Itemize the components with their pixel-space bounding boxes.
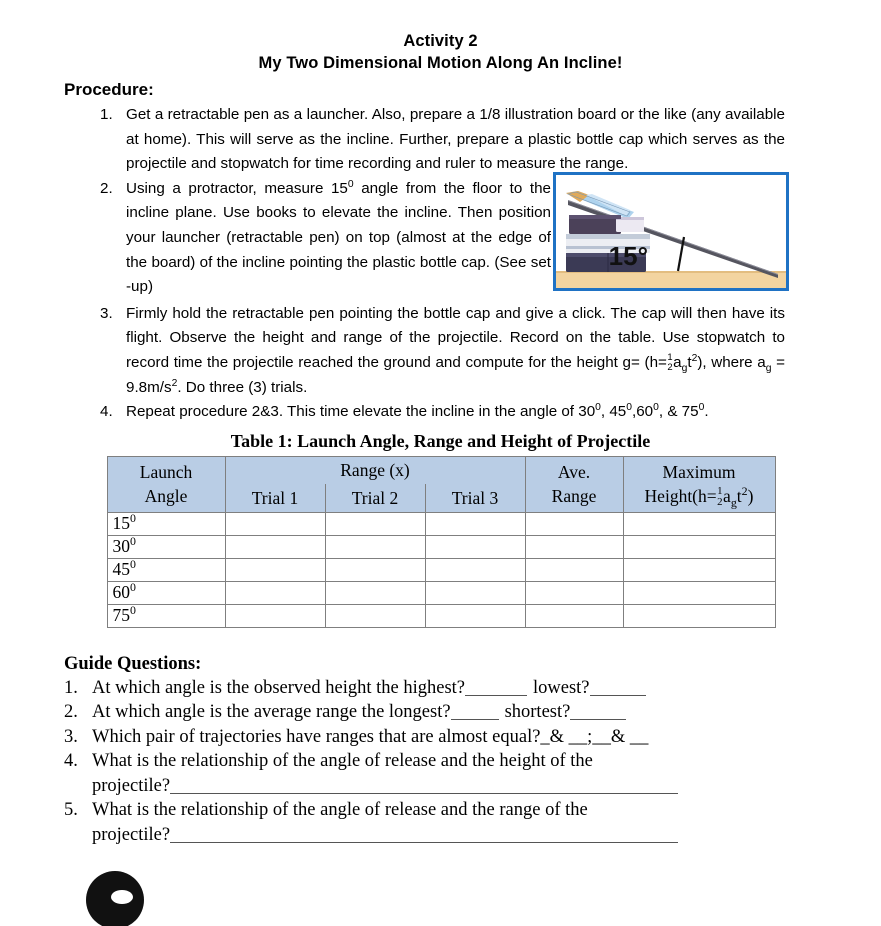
procedure-item-2-number: 2. <box>100 179 113 197</box>
header-max-a: a <box>723 485 731 506</box>
angle-value: 30 <box>112 536 130 557</box>
header-ave-line1: Ave. <box>557 462 591 483</box>
logo-inner-shape <box>111 890 133 904</box>
guide-question-4-text-b: projectile? <box>92 775 171 796</box>
procedure-item-3 <box>0 302 881 400</box>
guide-question-5-blank[interactable] <box>170 842 678 843</box>
procedure-item-2-text-part2: angle from the floor to the incline plane. Use books to elevate the incline. Then position your launcher (retractable pen) on top (almost at the edge of the board) of the incline pointing the plastic bottle cap. (See set -up) <box>126 179 551 296</box>
guide-question-3-text: Which pair of trajectories have ranges that are almost equal?_& __;__& __ <box>92 726 649 747</box>
table-head <box>107 456 775 512</box>
title-block <box>0 0 881 75</box>
cell-launch-angle <box>107 535 225 558</box>
header-max-a-sub: g <box>730 495 737 510</box>
cell-trial-1[interactable] <box>225 535 325 558</box>
table-row <box>107 581 775 604</box>
guide-question-5 <box>0 798 881 847</box>
procedure-item-3-a-subscript: g <box>681 362 688 374</box>
procedure-item-4-degree-30: 0 <box>595 402 601 414</box>
cell-max-height[interactable] <box>623 581 775 604</box>
header-ave-line2: Range <box>551 486 597 507</box>
cell-trial-2[interactable] <box>325 512 425 535</box>
table-row <box>107 512 775 535</box>
cell-trial-3[interactable] <box>425 604 525 627</box>
header-max-formula-post: ) <box>747 485 754 506</box>
procedure-item-1 <box>0 103 881 177</box>
guide-question-1-blank-2[interactable] <box>590 695 646 696</box>
launch-angle-table <box>107 456 776 628</box>
cell-ave-range[interactable] <box>525 512 623 535</box>
guide-question-2-blank-1[interactable] <box>451 719 499 720</box>
cell-ave-range[interactable] <box>525 558 623 581</box>
guide-question-2-text-b: shortest? <box>504 702 571 723</box>
cell-ave-range[interactable] <box>525 581 623 604</box>
procedure-item-4-text-part4: , & 75 <box>658 403 699 421</box>
procedure-item-4-text-part5: . <box>704 403 709 421</box>
guide-question-1-text-b: lowest? <box>533 677 590 698</box>
angle-value: 45 <box>112 559 130 580</box>
procedure-item-3-text-part3: = 9.8m/s <box>126 353 786 396</box>
table-header-row-1 <box>107 456 775 484</box>
procedure-item-3-t-superscript: 2 <box>691 352 698 364</box>
angle-degree: 0 <box>130 534 136 549</box>
angle-value: 60 <box>112 582 130 603</box>
activity-title: Activity 2 <box>403 32 478 50</box>
header-max-line1: Maximum <box>662 461 736 482</box>
guide-question-5-line2 <box>92 823 826 848</box>
header-max-fraction-denominator: 2 <box>717 496 723 509</box>
cell-max-height[interactable] <box>623 604 775 627</box>
cell-trial-1[interactable] <box>225 512 325 535</box>
cell-trial-3[interactable] <box>425 535 525 558</box>
angle-degree: 0 <box>130 580 136 595</box>
guide-question-5-text-a: What is the relationship of the angle of release and the range of the <box>92 800 588 821</box>
cell-trial-1[interactable] <box>225 558 325 581</box>
cell-launch-angle <box>107 581 225 604</box>
cell-max-height[interactable] <box>623 558 775 581</box>
angle-degree: 0 <box>130 511 136 526</box>
cell-max-height[interactable] <box>623 535 775 558</box>
procedure-item-3-a2-subscript: g <box>765 362 772 374</box>
header-launch-angle-line2: Angle <box>144 486 188 507</box>
header-max-height <box>623 456 775 512</box>
cell-trial-3[interactable] <box>425 558 525 581</box>
angle-label: 15° <box>608 241 648 271</box>
cell-trial-1[interactable] <box>225 604 325 627</box>
cell-launch-angle <box>107 512 225 535</box>
cell-launch-angle <box>107 558 225 581</box>
procedure-item-4-degree-45: 0 <box>626 402 632 414</box>
guide-question-4 <box>0 749 881 798</box>
cell-max-height[interactable] <box>623 512 775 535</box>
procedure-heading: Procedure: <box>64 80 154 99</box>
guide-question-5-text-b: projectile? <box>92 824 171 845</box>
procedure-item-3-number: 3. <box>100 304 113 322</box>
fraction-denominator: 2 <box>667 360 673 372</box>
incline-setup-illustration <box>553 172 789 291</box>
bottom-logo-partial <box>78 870 152 926</box>
cell-ave-range[interactable] <box>525 604 623 627</box>
procedure-item-3-fraction <box>667 352 672 371</box>
table-row <box>107 558 775 581</box>
procedure-item-1-text: Get a retractable pen as a launcher. Also, prepare a 1/8 illustration board or the like (any available at home). This will serve as the incline. Further, prepare a plastic bottle cap which serves as the projectile and stopwatch for time recording and ruler to measure the range. <box>126 106 785 173</box>
procedure-item-3-text-part2: ), where a <box>697 353 766 371</box>
cell-trial-1[interactable] <box>225 581 325 604</box>
header-range-group: Range (x) <box>225 456 525 484</box>
cell-trial-3[interactable] <box>425 581 525 604</box>
guide-question-2 <box>0 700 881 725</box>
guide-questions-heading: Guide Questions: <box>64 653 202 674</box>
floor-strip <box>556 271 786 288</box>
procedure-item-3-unit-superscript: 2 <box>171 377 178 389</box>
guide-question-1-blank-1[interactable] <box>465 695 527 696</box>
cell-trial-2[interactable] <box>325 535 425 558</box>
header-max-fraction-numerator: 1 <box>717 485 723 498</box>
cell-ave-range[interactable] <box>525 535 623 558</box>
table-row <box>107 604 775 627</box>
bottom-logo-graphic <box>78 870 152 926</box>
guide-question-4-number: 4. <box>64 751 78 772</box>
procedure-item-4-degree-75: 0 <box>698 402 705 414</box>
guide-question-4-text-a: What is the relationship of the angle of release and the height of the <box>92 751 593 772</box>
header-max-formula <box>624 484 775 509</box>
activity-subtitle: My Two Dimensional Motion Along An Incline! <box>258 54 623 72</box>
guide-question-1-number: 1. <box>64 677 78 698</box>
cell-trial-3[interactable] <box>425 512 525 535</box>
cell-trial-2[interactable] <box>325 604 425 627</box>
procedure-item-4-text-part1: Repeat procedure 2&3. This time elevate the incline in the angle of 30 <box>126 403 596 421</box>
procedure-item-4-text-part3: ,60 <box>632 403 654 421</box>
procedure-item-4 <box>0 400 881 425</box>
angle-value: 75 <box>112 605 130 626</box>
angle-value: 15 <box>112 513 130 534</box>
book-top-spine-light <box>569 215 621 219</box>
header-max-fraction <box>717 486 722 508</box>
book-middle-top-shade <box>566 234 650 239</box>
guide-question-5-number: 5. <box>64 800 78 821</box>
cell-launch-angle <box>107 604 225 627</box>
procedure-item-1-number: 1. <box>100 106 113 123</box>
header-trial-1: Trial 1 <box>225 484 325 513</box>
guide-question-4-blank[interactable] <box>170 793 678 794</box>
angle-degree: 0 <box>130 603 136 618</box>
procedure-item-3-text-part1: Firmly hold the retractable pen pointing the bottle cap and give a click. The cap will then have its flight. Observe the height and range of the projectile. Record on the table. Use stopwatch to record time the projectile reached the ground and compute for the height g= (h= <box>126 304 785 371</box>
table-wrapper <box>107 456 775 628</box>
guide-question-4-line2 <box>92 774 826 799</box>
guide-questions-list <box>0 676 881 848</box>
header-launch-angle-line1: Launch <box>139 462 193 483</box>
cell-trial-2[interactable] <box>325 558 425 581</box>
header-max-t: t <box>736 485 742 506</box>
header-ave-range <box>525 456 623 512</box>
procedure-item-4-degree-60: 0 <box>653 402 659 414</box>
procedure-item-3-t-symbol: t <box>687 353 692 371</box>
fraction-numerator: 1 <box>667 351 673 363</box>
header-launch-angle <box>107 456 225 512</box>
procedure-item-2-text-part1: Using a protractor, measure 15 <box>126 179 348 197</box>
procedure-item-2-degree: 0 <box>347 178 354 190</box>
guide-question-2-blank-2[interactable] <box>570 719 626 720</box>
guide-question-1 <box>0 676 881 701</box>
header-trial-2: Trial 2 <box>325 484 425 513</box>
table-body <box>107 512 775 627</box>
angle-degree: 0 <box>130 557 136 572</box>
cell-trial-2[interactable] <box>325 581 425 604</box>
header-max-t-sup: 2 <box>741 484 748 499</box>
guide-question-3-number: 3. <box>64 726 78 747</box>
incline-setup-drawing <box>556 175 786 288</box>
table-caption: Table 1: Launch Angle, Range and Height of Projectile <box>230 430 651 451</box>
procedure-item-3-a-symbol: a <box>673 353 682 371</box>
procedure-item-3-text-part4: . Do three (3) trials. <box>177 378 308 396</box>
table-row <box>107 535 775 558</box>
guide-question-1-text-a: At which angle is the observed height the highest? <box>92 677 465 698</box>
procedure-item-4-number: 4. <box>100 403 113 421</box>
header-trial-3: Trial 3 <box>425 484 525 513</box>
guide-question-2-number: 2. <box>64 702 78 723</box>
procedure-item-4-text-part2: , 45 <box>600 403 627 421</box>
header-max-formula-pre: Height(h= <box>644 485 717 506</box>
guide-question-2-text-a: At which angle is the average range the longest? <box>92 702 451 723</box>
guide-question-3 <box>0 725 881 750</box>
